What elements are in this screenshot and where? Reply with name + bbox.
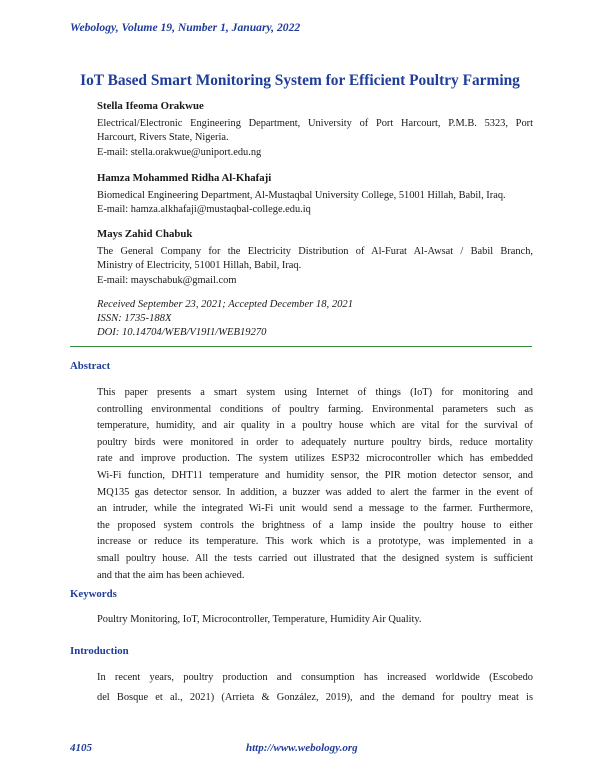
paper-title: IoT Based Smart Monitoring System for Efficient Poultry Farming <box>80 72 520 89</box>
introduction-heading: Introduction <box>70 645 129 657</box>
section-divider <box>70 346 532 347</box>
article-info <box>97 298 353 340</box>
abstract-line: the proposed system controls the brightness of a lamp inside the poultry house to either <box>97 519 533 531</box>
journal-url[interactable]: http://www.webology.org <box>246 742 358 754</box>
received-dates: Received September 23, 2021; Accepted December 18, 2021 <box>97 299 354 310</box>
abstract-line: MQ135 gas detector sensor. In addition, a buzzer was added to alert the farmer in the event of <box>97 486 533 498</box>
author-name: Hamza Mohammed Ridha Al-Khafaji <box>97 172 272 184</box>
abstract-line: and that the aim has been achieved. <box>97 569 245 581</box>
abstract-line: poultry birds were monitored in order to adequately nurture poultry birds, reduce mortality <box>97 436 533 448</box>
author-name: Mays Zahid Chabuk <box>97 228 193 240</box>
author-block-3 <box>97 227 533 288</box>
abstract-line: rate and improve production. The system utilizes ESP32 microcontroller which has embedded <box>97 453 533 465</box>
introduction-body <box>97 668 533 707</box>
keywords-text: Poultry Monitoring, IoT, Microcontroller, Temperature, Humidity Air Quality. <box>97 614 422 625</box>
journal-header: Webology, Volume 19, Number 1, January, 2022 <box>70 21 301 34</box>
abstract-line: This paper presents a smart system using Internet of things (IoT) for monitoring and <box>97 387 533 398</box>
author-block-2 <box>97 171 533 218</box>
author-affiliation <box>97 245 533 274</box>
abstract-line: Wi-Fi function, DHT11 temperature and humidity sensor, the PIR motion detector sensor, and <box>97 469 533 481</box>
abstract-line: temperature, humidity, and air quality in a poultry house which are vital for the survival of <box>97 420 533 432</box>
affiliation-line: Harcourt, Rivers State, Nigeria. <box>97 132 229 143</box>
author-email[interactable]: E-mail: mayschabuk@gmail.com <box>97 274 237 286</box>
page-number: 4105 <box>70 742 92 754</box>
author-email[interactable]: E-mail: stella.orakwue@uniport.edu.ng <box>97 146 262 158</box>
affiliation-line: The General Company for the Electricity Distribution of Al-Furat Al-Awsat / Babil Branch, <box>97 245 533 257</box>
introduction-line: In recent years, poultry production and consumption has increased worldwide (Escobedo <box>97 672 533 683</box>
issn: ISSN: 1735-188X <box>97 313 172 324</box>
abstract-heading: Abstract <box>70 360 111 372</box>
author-name: Stella Ifeoma Orakwue <box>97 100 204 112</box>
introduction-line: del Bosque et al., 2021) (Arrieta & González, 2019), and the demand for poultry meat is <box>97 691 533 703</box>
abstract-line: small poultry house. All the tests carried out illustrated that the designed system is sufficient <box>97 552 533 564</box>
affiliation-line: Electrical/Electronic Engineering Department, University of Port Harcourt, P.M.B. 5323, Port <box>97 117 533 129</box>
author-email[interactable]: E-mail: hamza.alkhafaji@mustaqbal-college.edu.iq <box>97 204 311 215</box>
abstract-line: increase or reduce its temperature. This work which is a prototype, was implemented in a <box>97 536 533 548</box>
doi: DOI: 10.14704/WEB/V19I1/WEB19270 <box>97 327 267 338</box>
abstract-line: an intruder, while the integrated Wi-Fi unit would send a message to the farmer. Furthermore, <box>97 503 533 515</box>
abstract-body <box>97 385 533 584</box>
affiliation-line: Ministry of Electricity, 51001 Hillah, Babil, Iraq. <box>97 260 302 271</box>
author-block-1 <box>97 99 533 160</box>
author-affiliation <box>97 117 533 146</box>
abstract-line: controlling environmental conditions of poultry farming. Environmental parameters such as <box>97 403 533 415</box>
keywords-heading: Keywords <box>70 588 117 600</box>
author-affiliation: Biomedical Engineering Department, Al-Mustaqbal University College, 51001 Hillah, Babil, Iraq. <box>97 189 506 201</box>
